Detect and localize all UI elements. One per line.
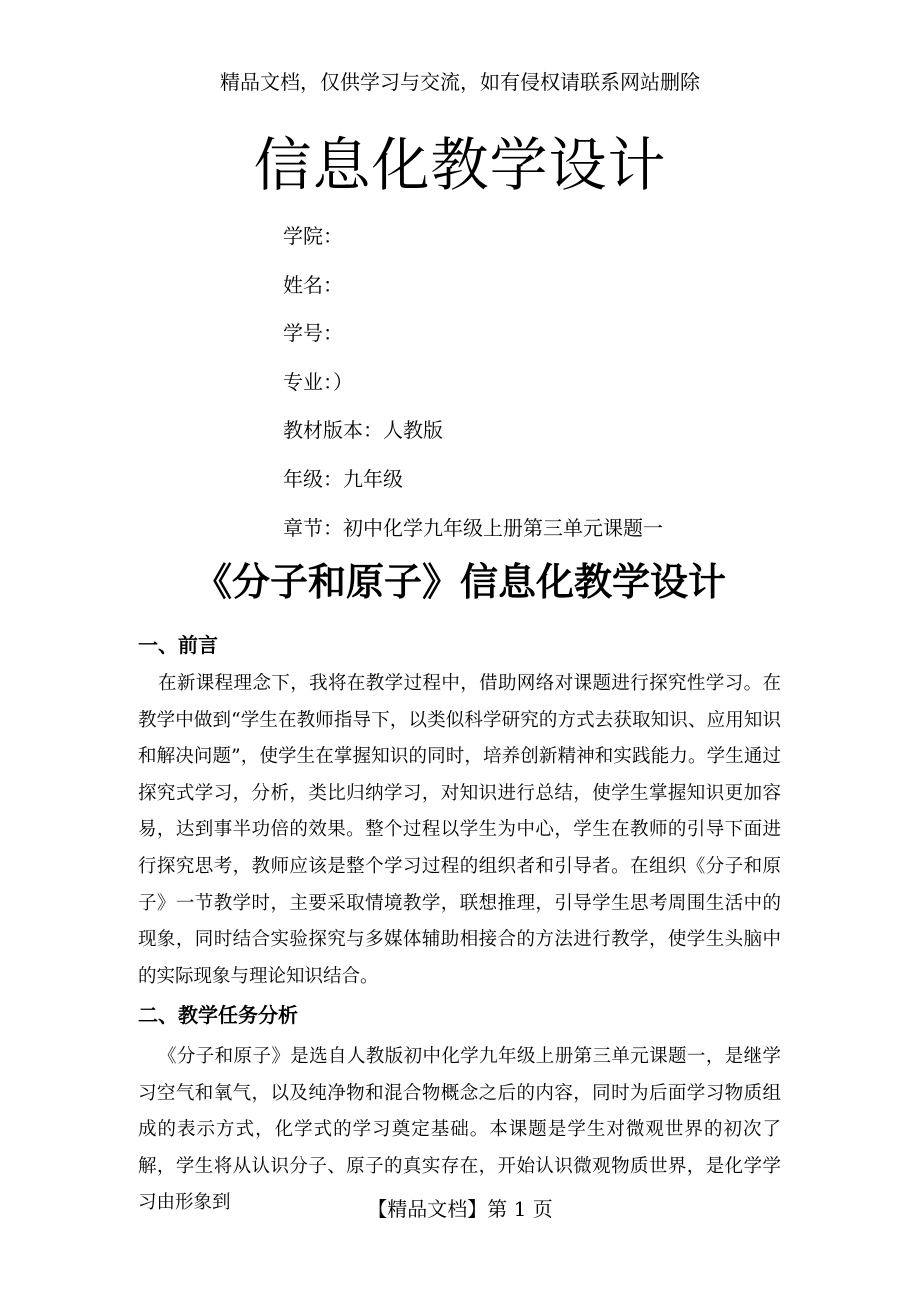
info-block [283, 212, 843, 552]
info-college: 学院： [283, 224, 343, 248]
info-student-id: 学号： [283, 321, 343, 346]
header-note: 精品文档，仅供学习与交流，如有侵权请联系网站删除 [220, 70, 700, 94]
section-paragraph-preface: 在新课程理念下，我将在教学过程中，借助网络对课题进行探究性学习。在教学中做到“学生在教师指导下，以类似科学研究的方式去获取知识、应用知识和解决问题”，使学生在掌握知识的同时，培养创新精神和实践能力。学生通过探究式学习，分析，类比归纳学习，对知识进行总结，使学生掌握知识更加容易，达到事半功倍的效果。整个过程以学生为中心，学生在教师的引导下面进行探究思考，教师应该是整个学习过程的组织者和引导者。在组织《分子和原子》一节教学时，主要采取情境教学，联想推理，引导学生思考周围生活中的现象，同时结合实验探究与多媒体辅助相接合的方法进行教学，使学生头脑中的实际现象与理论知识结合。 [138, 673, 781, 987]
info-name: 姓名： [283, 272, 343, 297]
info-grade: 年级：九年级 [283, 466, 403, 491]
section-heading-task-analysis: 二、教学任务分析 [138, 1003, 298, 1027]
info-textbook-edition: 教材版本：人教版 [283, 418, 443, 443]
info-chapter: 章节：初中化学九年级上册第三单元课题一 [283, 515, 663, 540]
section-heading-preface: 一、前言 [138, 633, 218, 657]
sub-title: 《分子和原子》信息化教学设计 [193, 560, 726, 604]
page-footer: 【精品文档】第 1 页 [367, 1197, 553, 1221]
section-paragraph-task-analysis: 《分子和原子》是选自人教版初中化学九年级上册第三单元课题一，是继学习空气和氧气，以及纯净物和混合物概念之后的内容，同时为后面学习物质组成的表示方式，化学式的学习奠定基础。本课题是学生对微观世界的初次了解，学生将从认识分子、原子的真实存在，开始认识微观物质世界，是化学学习由形象到 [138, 1046, 781, 1214]
main-title: 信息化教学设计 [253, 131, 667, 199]
info-major: 专业：） [283, 369, 353, 394]
